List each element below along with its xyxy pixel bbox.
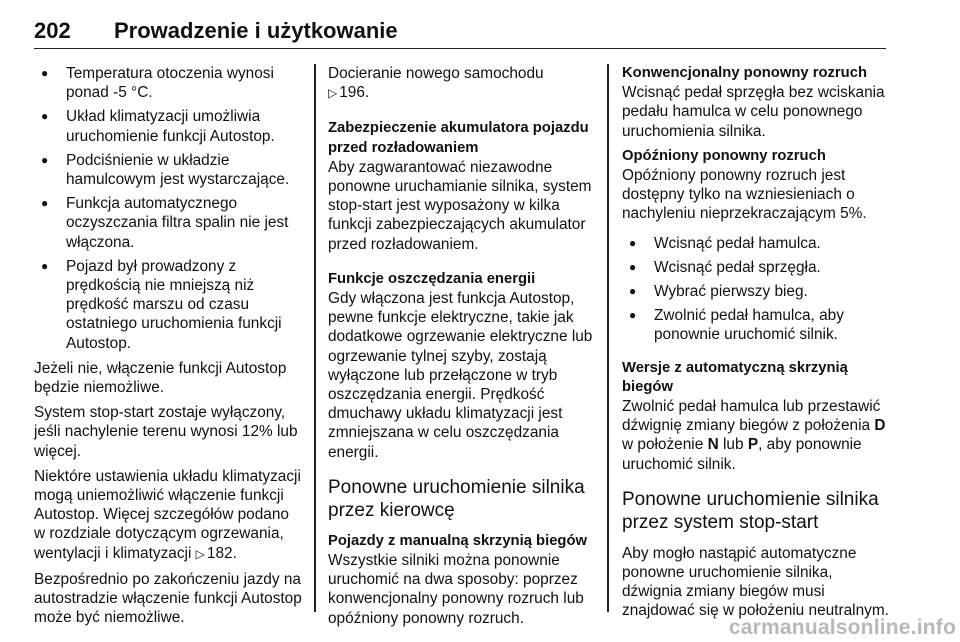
paragraph [34,467,302,564]
paragraph: Wszystkie silniki można ponownie uruchomić na dwa sposoby: poprzez konwencjonalny ponowny rozruch lub opóźniony ponowny rozruch. [328,552,584,627]
page-reference-link[interactable]: 196. [339,84,370,102]
page-header [34,14,886,49]
subheading: Zabezpieczenie akumulatora pojazdu przed rozładowaniem [328,120,589,156]
gear-position-p: P [747,436,759,454]
list-item: ● Funkcja automatycznego oczyszczania filtra spalin nie jest włączona. [34,194,302,252]
paragraph [328,64,596,103]
column-left [34,64,302,627]
watermark: carmanualsonline.info [728,616,956,639]
page-reference-arrow-icon: ▷ [328,86,338,101]
paragraph [622,397,890,474]
gear-position-d: D [874,417,886,435]
subheading: Konwencjonalny ponowny rozruch [622,65,867,81]
subheading: Opóźniony ponowny rozruch [622,147,826,164]
page-reference-arrow-icon: ▷ [195,546,205,561]
column-divider [607,64,609,612]
subheading: Wersje z automatyczną skrzynią biegów [622,359,848,395]
paragraph-text: Niektóre ustawienia układu klimatyzacji mogą uniemożliwić włączenie funkcji Autostop. Więcej szczegółów podano w rozdziale dotyczącym ogrzewania, wentylacji i klimatyzacji [34,467,301,562]
paragraph: Jeżeli nie, włączenie funkcji Autostop będzie niemożliwe. [34,359,287,397]
restart-steps-list [622,234,890,345]
paragraph: Opóźniony ponowny rozruch jest dostępny tylko na wzniesieniach o nachyleniu nieprzekraczającym 5%. [622,167,867,223]
paragraph-text: Zwolnić pedał hamulca lub przestawić dźwignię zmiany biegów z położenia [622,398,881,435]
list-item: ● Układ klimatyzacji umożliwia uruchomienie funkcji Autostop. [34,107,302,145]
gear-position-n: N [707,436,719,454]
column-divider [314,64,316,612]
page-title: Prowadzenie i użytkowanie [114,18,398,43]
list-item: ● Wcisnąć pedał hamulca. [622,234,890,253]
column-middle [328,64,596,627]
column-right [622,64,890,620]
paragraph-text: Docieranie nowego samochodu [328,65,544,82]
paragraph-text: lub [722,436,744,454]
subheading: Pojazdy z manualną skrzynią biegów [328,532,588,549]
paragraph: System stop-start zostaje wyłączony, jeśli nachylenie terenu wynosi 12% lub więcej. [34,404,298,460]
section-heading: Ponowne uruchomienie silnika przez system stop-start [622,488,879,533]
list-item: ● Wybrać pierwszy bieg. [622,282,890,301]
conditions-list [34,64,302,353]
page-reference-link[interactable]: 182. [206,544,237,562]
list-item: ● Podciśnienie w układzie hamulcowym jest wystarczające. [34,151,302,189]
list-item: ● Temperatura otoczenia wynosi ponad -5 °C. [34,64,302,102]
paragraph: Bezpośrednio po zakończeniu jazdy na autostradzie włączenie funkcji Autostop może być niemożliwe. [34,570,302,627]
list-item: ● Pojazd był prowadzony z prędkością nie mniejszą niż prędkość marszu od czasu ostatniego uruchomienia funkcji Autostop. [34,257,302,353]
paragraph-text: w położenie [622,436,704,454]
subheading: Funkcje oszczędzania energii [328,270,536,287]
list-item: ● Zwolnić pedał hamulca, aby ponownie uruchomić silnik. [622,306,890,344]
list-item: ● Wcisnąć pedał sprzęgła. [622,258,890,277]
page-number: 202 [34,18,71,43]
paragraph-text: , aby ponownie uruchomić silnik. [622,436,862,473]
paragraph: Wcisnąć pedał sprzęgła bez wciskania pedału hamulca w celu ponownego uruchomienia silnika. [622,84,885,140]
paragraph: Aby mogło nastąpić automatyczne ponowne uruchomienie silnika, dźwignia zmiany biegów musi znajdować się w położeniu neutralnym. [622,544,889,620]
paragraph: Gdy włączona jest funkcja Autostop, pewne funkcje elektryczne, takie jak dodatkowe ogrzewanie elektryczne lub ogrzewanie tylnej szyby, zostają wyłączone lub przełączone w tryb oszczędzania energii. Prędkość dmuchawy układu klimatyzacji jest zmniejszana w celu oszczędzania energii. [328,290,593,461]
paragraph: Aby zagwarantować niezawodne ponowne uruchamianie silnika, system stop-start jest wyposażony w kilka funkcji zabezpieczających akumulator przed rozładowaniem. [328,158,592,253]
section-heading: Ponowne uruchomienie silnika przez kierowcę [328,476,585,521]
